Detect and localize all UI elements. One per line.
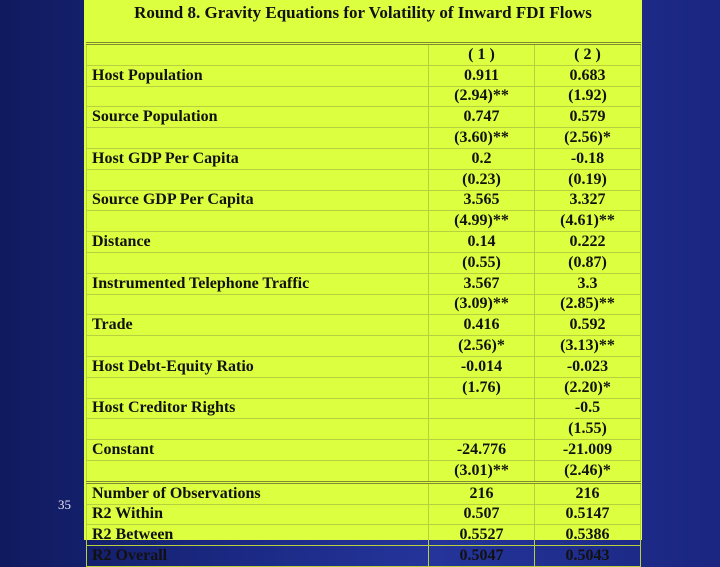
- value-col-2: -0.5: [535, 398, 641, 419]
- value-col-2: 3.327: [535, 190, 641, 211]
- value-col-1: -24.776: [429, 440, 535, 461]
- value-col-2: (3.13)**: [535, 336, 641, 357]
- table-row: [87, 525, 641, 546]
- value-col-1: (2.56)*: [429, 336, 535, 357]
- table-row: [87, 377, 641, 398]
- value-col-1: 0.2: [429, 148, 535, 169]
- value-col-2: 3.3: [535, 273, 641, 294]
- value-col-2: -0.18: [535, 148, 641, 169]
- results-panel: [84, 0, 642, 565]
- value-col-1: 216: [429, 482, 535, 504]
- row-label: [87, 377, 429, 398]
- row-label: [87, 336, 429, 357]
- value-col-2: (0.19): [535, 169, 641, 190]
- value-col-1: 0.911: [429, 65, 535, 86]
- row-label: [87, 294, 429, 315]
- value-col-2: (2.56)*: [535, 128, 641, 149]
- row-label: [87, 419, 429, 440]
- value-col-2: (0.87): [535, 252, 641, 273]
- value-col-1: (0.23): [429, 169, 535, 190]
- value-col-2: 0.5386: [535, 525, 641, 546]
- table-row: [87, 546, 641, 567]
- value-col-1: [429, 419, 535, 440]
- value-col-2: (1.92): [535, 86, 641, 107]
- value-col-1: (3.01)**: [429, 460, 535, 482]
- table-row: [87, 169, 641, 190]
- row-label: R2 Overall: [87, 546, 429, 567]
- table-row: [87, 336, 641, 357]
- table-row: [87, 419, 641, 440]
- table-row: [87, 440, 641, 461]
- value-col-2: (1.55): [535, 419, 641, 440]
- table-row: [87, 482, 641, 504]
- row-label: R2 Within: [87, 504, 429, 525]
- value-col-1: (3.09)**: [429, 294, 535, 315]
- value-col-1: 0.416: [429, 315, 535, 336]
- table-row: [87, 148, 641, 169]
- table-row: [87, 504, 641, 525]
- value-col-2: 0.5043: [535, 546, 641, 567]
- table-row: [87, 356, 641, 377]
- value-col-2: 0.683: [535, 65, 641, 86]
- table-row: [87, 65, 641, 86]
- value-col-2: (2.46)*: [535, 460, 641, 482]
- table-row: [87, 252, 641, 273]
- value-col-1: (2.94)**: [429, 86, 535, 107]
- row-label: [87, 252, 429, 273]
- value-col-1: 0.5047: [429, 546, 535, 567]
- row-label: Constant: [87, 440, 429, 461]
- value-col-1: 3.565: [429, 190, 535, 211]
- row-label: [87, 169, 429, 190]
- row-label: Number of Observations: [87, 482, 429, 504]
- value-col-1: (4.99)**: [429, 211, 535, 232]
- row-label: Trade: [87, 315, 429, 336]
- row-label: Distance: [87, 232, 429, 253]
- value-col-2: 0.592: [535, 315, 641, 336]
- slide-number: 35: [58, 497, 71, 512]
- table-row: [87, 294, 641, 315]
- value-col-2: 0.5147: [535, 504, 641, 525]
- value-col-1: (1.76): [429, 377, 535, 398]
- table-row: [87, 315, 641, 336]
- table-header-row: [87, 44, 641, 66]
- table-row: [87, 190, 641, 211]
- value-col-2: -21.009: [535, 440, 641, 461]
- table-row: [87, 128, 641, 149]
- row-label: [87, 128, 429, 149]
- value-col-1: 3.567: [429, 273, 535, 294]
- value-col-1: -0.014: [429, 356, 535, 377]
- table-row: [87, 107, 641, 128]
- row-label: Host Creditor Rights: [87, 398, 429, 419]
- row-label: R2 Between: [87, 525, 429, 546]
- table-row: [87, 232, 641, 253]
- row-label: Host Population: [87, 65, 429, 86]
- value-col-1: 0.507: [429, 504, 535, 525]
- value-col-1: (0.55): [429, 252, 535, 273]
- table-title: Round 8. Gravity Equations for Volatility of Inward FDI Flows: [134, 3, 592, 22]
- value-col-1: 0.14: [429, 232, 535, 253]
- row-label: Instrumented Telephone Traffic: [87, 273, 429, 294]
- table-row: [87, 460, 641, 482]
- row-label: Source GDP Per Capita: [87, 190, 429, 211]
- table-row: [87, 211, 641, 232]
- value-col-1: (3.60)**: [429, 128, 535, 149]
- value-col-2: 0.579: [535, 107, 641, 128]
- value-col-2: (4.61)**: [535, 211, 641, 232]
- value-col-2: (2.20)*: [535, 377, 641, 398]
- header-col-1: ( 1 ): [429, 44, 535, 66]
- row-label: Host GDP Per Capita: [87, 148, 429, 169]
- table-row: [87, 86, 641, 107]
- row-label: [87, 460, 429, 482]
- regression-table: [86, 42, 641, 567]
- value-col-1: 0.747: [429, 107, 535, 128]
- row-label: Host Debt-Equity Ratio: [87, 356, 429, 377]
- row-label: [87, 86, 429, 107]
- row-label: Source Population: [87, 107, 429, 128]
- value-col-2: (2.85)**: [535, 294, 641, 315]
- value-col-2: 216: [535, 482, 641, 504]
- value-col-2: 0.222: [535, 232, 641, 253]
- value-col-2: -0.023: [535, 356, 641, 377]
- value-col-1: [429, 398, 535, 419]
- table-row: [87, 398, 641, 419]
- row-label: [87, 211, 429, 232]
- header-label-cell: [87, 44, 429, 66]
- header-col-2: ( 2 ): [535, 44, 641, 66]
- table-row: [87, 273, 641, 294]
- value-col-1: 0.5527: [429, 525, 535, 546]
